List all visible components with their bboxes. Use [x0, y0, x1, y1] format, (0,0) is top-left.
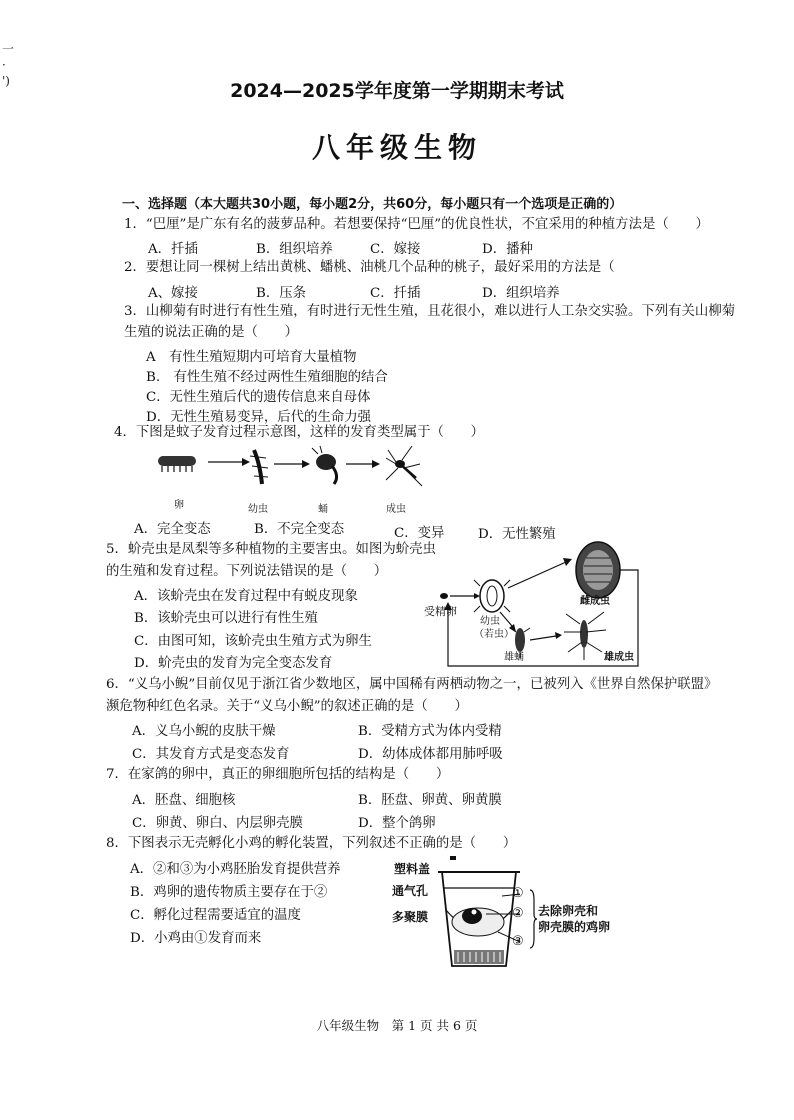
q5-label-pupa: 雄蛹: [504, 652, 524, 663]
q4-label-pupa: 蛹: [318, 504, 328, 515]
brace-icon: [528, 888, 538, 950]
q7-option-b: B．胚盘、卵黄、卵黄膜: [358, 793, 502, 808]
q5-stem-cont: 的生殖和发育过程。下列说法错误的是（ ）: [106, 564, 388, 579]
q8-label-2: ②: [512, 906, 524, 921]
q3-option-b: B. 有性生殖不经过两性生殖细胞的结合: [146, 370, 388, 385]
q4-label-adult: 成虫: [386, 504, 406, 515]
mosquito-lifecycle-diagram: [150, 444, 430, 494]
arrow-icon: [346, 460, 380, 468]
q1-stem: 1．“巴厘”是广东有名的菠萝品种。若想要保持“巴厘”的优良性状，不宜采用的种植方法是（ ）: [124, 217, 709, 232]
q8-label-1: ①: [512, 886, 524, 901]
q4-label-egg: 卵: [174, 500, 184, 511]
arrow-icon: [474, 593, 480, 599]
q5-option-a: A．该蚧壳虫在发育过程中有蜕皮现象: [134, 589, 358, 604]
q1-option-c: C．嫁接: [370, 242, 421, 257]
q4-option-d: D．无性繁殖: [478, 527, 556, 542]
q5-label-male: 雄成虫: [604, 652, 634, 663]
arrow-icon: [530, 636, 556, 640]
fertilized-egg-image: [440, 593, 448, 599]
q8-option-b: B．鸡卵的遗传物质主要存在于②: [130, 885, 328, 900]
pupa-image: [312, 446, 337, 484]
larva-image: [474, 580, 510, 612]
q4-option-b: B．不完全变态: [254, 522, 345, 537]
q8-label-egg: 去除卵壳和: [538, 904, 599, 918]
q2-option-c: C．扦插: [370, 286, 421, 301]
q6-stem: 6．“义乌小鲵”目前仅见于浙江省少数地区，属中国稀有两栖动物之一，已被列入《世界自然保护联盟》: [106, 677, 718, 692]
arrow-icon: [274, 460, 310, 468]
larva-image: [250, 450, 268, 484]
q8-label-film: 多聚膜: [392, 910, 429, 924]
q2-option-d: D．组织培养: [482, 286, 560, 301]
egg-raft-image: [158, 456, 196, 472]
q3-stem-cont: 生殖的说法正确的是（ ）: [124, 325, 299, 340]
male-adult-image: [564, 612, 606, 660]
q5-option-d: D．蚧壳虫的发育为完全变态发育: [134, 656, 333, 671]
q8-option-d: D．小鸡由①发育而来: [130, 931, 262, 946]
adult-mosquito-image: [386, 446, 422, 486]
q8-option-a: A．②和③为小鸡胚胎发育提供营养: [130, 862, 341, 877]
q1-option-a: A．扦插: [148, 242, 198, 257]
q8-label-lid: 塑料盖: [394, 862, 431, 876]
q5-label-egg: 受精卵: [424, 605, 457, 618]
margin-mark: '): [2, 74, 10, 88]
q2-stem: 2．要想让同一棵树上结出黄桃、蟠桃、油桃几个品种的桃子，最好采用的方法是（: [124, 260, 615, 275]
q8-label-hole: 通气孔: [392, 884, 429, 898]
arrow-icon: [555, 632, 562, 639]
q4-stem: 4．下图是蚊子发育过程示意图，这样的发育类型属于（ ）: [114, 425, 485, 440]
q7-stem: 7．在家鸽的卵中，真正的卵细胞所包括的结构是（ ）: [106, 767, 450, 782]
q2-option-b: B．压条: [256, 286, 307, 301]
q8-stem: 8．下图表示无壳孵化小鸡的孵化装置，下列叙述不正确的是（ ）: [106, 836, 517, 851]
egg-image: [452, 908, 504, 936]
q5-label-larva-alt: （若虫）: [474, 629, 514, 640]
q3-option-d: D．无性生殖易变异，后代的生命力强: [146, 410, 371, 425]
q1-option-b: B．组织培养: [256, 242, 333, 257]
page-footer: 八年级生物 第 1 页 共 6 页: [316, 1018, 478, 1033]
q8-option-c: C．孵化过程需要适宜的温度: [130, 908, 301, 923]
q6-option-c: C．其发育方式是变态发育: [132, 747, 290, 762]
q7-option-d: D．整个鸽卵: [358, 816, 436, 831]
q6-option-d: D．幼体成体都用肺呼吸: [358, 747, 503, 762]
q4-label-larva: 幼虫: [248, 504, 268, 515]
arrow-icon: [508, 562, 566, 588]
q1-option-d: D．播种: [482, 242, 533, 257]
q2-option-a: A、嫁接: [148, 286, 198, 301]
q4-option-a: A．完全变态: [134, 522, 211, 537]
q8-label-3: ③: [512, 934, 524, 949]
q6-option-a: A．义乌小鲵的皮肤干燥: [132, 724, 276, 739]
margin-mark: 一: [2, 42, 15, 56]
section-heading: 一、选择题（本大题共30小题，每小题2分，共60分，每小题只有一个选项是正确的）: [122, 197, 623, 212]
q6-option-b: B．受精方式为体内受精: [358, 724, 502, 739]
plastic-lid-image: [450, 856, 456, 860]
arrow-icon: [563, 558, 572, 566]
q3-option-a: A 有性生殖短期内可培育大量植物: [146, 350, 357, 365]
q8-label-egg-cont: 卵壳膜的鸡卵: [538, 920, 611, 934]
q6-stem-cont: 濒危物种红色名录。关于“义乌小鲵”的叙述正确的是（ ）: [106, 699, 468, 714]
margin-mark: ·: [2, 58, 6, 72]
q5-option-c: C．由图可知，该蚧壳虫生殖方式为卵生: [134, 634, 372, 649]
q5-label-larva: 幼虫: [480, 616, 500, 627]
q5-label-female: 雌成虫: [580, 596, 610, 607]
exam-subject: 八年级生物: [311, 131, 482, 164]
q4-option-c: C．变异: [394, 526, 445, 541]
q3-stem: 3．山柳菊有时进行有性生殖，有时进行无性生殖，且花很小，难以进行人工杂交实验。下列有关山柳菊: [124, 304, 736, 319]
arrow-icon: [208, 458, 250, 466]
q5-stem: 5．蚧壳虫是凤梨等多种植物的主要害虫。如图为蚧壳虫: [106, 542, 436, 557]
q7-option-c: C．卵黄、卵白、内层卵壳膜: [132, 816, 303, 831]
exam-title: 2024—2025学年度第一学期期末考试: [230, 80, 564, 102]
q7-option-a: A．胚盘、细胞核: [132, 793, 236, 808]
arrow-icon: [500, 612, 512, 626]
female-adult-image: [576, 542, 620, 598]
q3-option-c: C．无性生殖后代的遗传信息来自母体: [146, 390, 371, 405]
q5-option-b: B．该蚧壳虫可以进行有性生殖: [134, 611, 318, 626]
